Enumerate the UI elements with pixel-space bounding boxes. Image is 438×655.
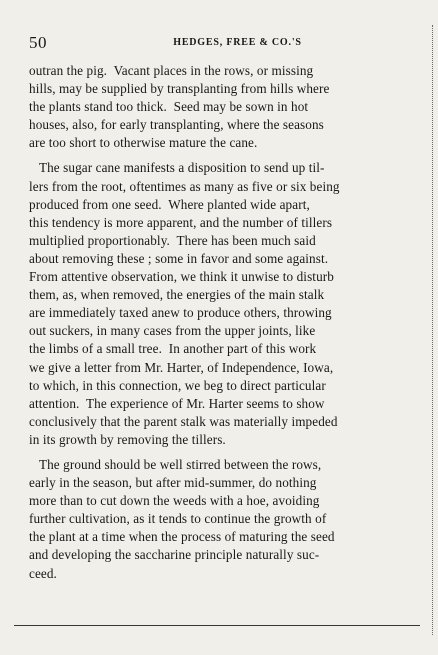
- page-header: [29, 33, 416, 53]
- text-line: in its growth by removing the tillers.: [29, 431, 226, 447]
- text-line: more than to cut down the weeds with a hoe, avoiding: [29, 493, 320, 509]
- text-line: and developing the saccharine principle naturally suc-: [29, 547, 320, 563]
- text-line: attention. The experience of Mr. Harter seems to show: [29, 395, 325, 411]
- text-line: are immediately taxed anew to produce others, throwing: [29, 305, 332, 321]
- text-line: this tendency is more apparent, and the number of tillers: [29, 214, 333, 230]
- paragraph: [29, 62, 425, 152]
- text-line: the plant at a time when the process of maturing the seed: [29, 529, 335, 545]
- paragraph: [29, 159, 425, 449]
- text-line: to which, in this connection, we beg to direct particular: [29, 377, 326, 393]
- text-line: further cultivation, as it tends to continue the growth of: [29, 511, 327, 527]
- text-line: houses, also, for early transplanting, where the seasons: [29, 117, 324, 133]
- page-number: 50: [29, 33, 47, 52]
- text-line: conclusively that the parent stalk was materially impeded: [29, 413, 338, 429]
- text-line: early in the season, but after mid-summer, do nothing: [29, 475, 317, 491]
- text-line: the limbs of a small tree. In another part of this work: [29, 341, 317, 357]
- text-line: outran the pig. Vacant places in the rows, or missing: [29, 63, 314, 78]
- page-edge-shadow: [432, 25, 433, 635]
- text-line: the plants stand too thick. Seed may be sown in hot: [29, 99, 309, 115]
- text-line: them, as, when removed, the energies of the main stalk: [29, 287, 325, 303]
- text-line: about removing these ; some in favor and some against.: [29, 250, 329, 266]
- text-line: multiplied proportionably. There has been much said: [29, 232, 316, 248]
- body-text: [29, 62, 425, 590]
- text-line: out suckers, in many cases from the upper joints, like: [29, 323, 316, 339]
- text-line: From attentive observation, we think it unwise to disturb: [29, 269, 334, 285]
- text-line: lers from the root, oftentimes as many as five or six being: [29, 178, 340, 194]
- text-line: The ground should be well stirred between the rows,: [29, 456, 322, 472]
- bottom-rule: [14, 625, 420, 626]
- text-line: ceed.: [29, 565, 57, 581]
- paragraph: [29, 456, 425, 583]
- text-line: The sugar cane manifests a disposition to send up til-: [29, 160, 325, 176]
- text-line: we give a letter from Mr. Harter, of Independence, Iowa,: [29, 359, 334, 375]
- text-line: hills, may be supplied by transplanting from hills where: [29, 81, 330, 97]
- text-line: produced from one seed. Where planted wide apart,: [29, 196, 310, 212]
- running-head: HEDGES, FREE & CO.'S: [173, 37, 302, 48]
- text-line: are too short to otherwise mature the cane.: [29, 135, 258, 151]
